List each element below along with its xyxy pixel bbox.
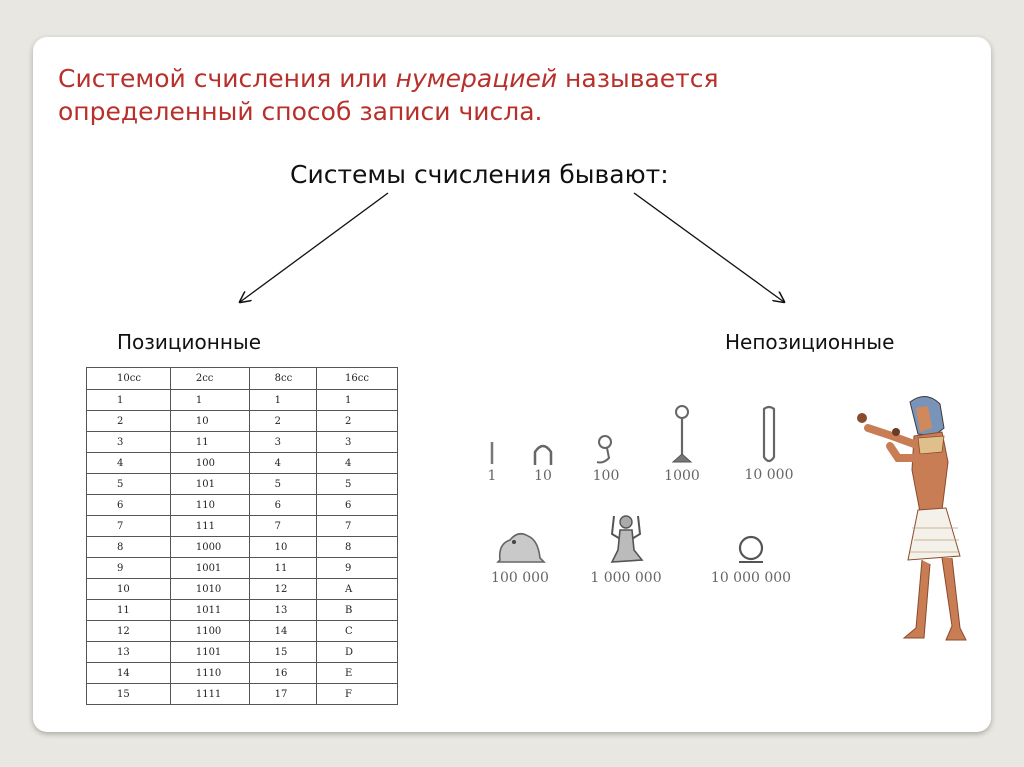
table-cell: 1101: [170, 642, 249, 663]
table-cell: 7: [249, 516, 316, 537]
table-cell: 1110: [170, 663, 249, 684]
hiero-value: 100: [592, 468, 620, 484]
table-cell: 15: [87, 684, 171, 705]
lotus-icon: [662, 402, 702, 468]
sun-ring-icon: [731, 530, 771, 570]
table-cell: 5: [317, 474, 398, 495]
table-row: [87, 642, 398, 663]
definition-line2: определенный способ записи числа.: [58, 97, 543, 126]
table-cell: 1: [317, 390, 398, 411]
definition-part1: Системой счисления или: [58, 64, 396, 93]
table-cell: 8: [317, 537, 398, 558]
hiero-value: 1000: [664, 468, 700, 484]
table-cell: 3: [317, 432, 398, 453]
hiero-1000000: [586, 510, 666, 586]
table-cell: 11: [170, 432, 249, 453]
table-cell: E: [317, 663, 398, 684]
hiero-1: [478, 438, 506, 484]
table-cell: 14: [87, 663, 171, 684]
table-row: [87, 390, 398, 411]
hiero-value: 10: [534, 468, 552, 484]
table-cell: 17: [249, 684, 316, 705]
table-cell: 3: [249, 432, 316, 453]
table-cell: 110: [170, 495, 249, 516]
hiero-100: [586, 432, 626, 484]
hiero-1000: [658, 402, 706, 484]
hiero-10: [527, 438, 559, 484]
table-cell: 14: [249, 621, 316, 642]
definition-text: [58, 62, 818, 128]
table-cell: 7: [317, 516, 398, 537]
table-cell: 1010: [170, 579, 249, 600]
table-cell: 100: [170, 453, 249, 474]
hiero-value: 1 000 000: [590, 570, 662, 586]
table-header-row: [87, 368, 398, 390]
table-cell: 111: [170, 516, 249, 537]
table-cell: 1100: [170, 621, 249, 642]
header-8cc: 8сс: [249, 368, 316, 390]
table-cell: A: [317, 579, 398, 600]
table-cell: 4: [87, 453, 171, 474]
table-cell: 10: [170, 411, 249, 432]
table-cell: 9: [317, 558, 398, 579]
heel-bone-icon: [528, 438, 558, 468]
table-cell: 6: [249, 495, 316, 516]
hiero-10000000: [706, 530, 796, 586]
frog-icon: [492, 520, 548, 570]
table-row: [87, 579, 398, 600]
table-cell: 13: [249, 600, 316, 621]
hiero-value: 100 000: [491, 570, 549, 586]
table-cell: 4: [249, 453, 316, 474]
table-cell: 7: [87, 516, 171, 537]
table-cell: 2: [87, 411, 171, 432]
table-cell: D: [317, 642, 398, 663]
table-row: [87, 516, 398, 537]
stroke-icon: [482, 438, 502, 468]
table-cell: 1000: [170, 537, 249, 558]
subtitle: Системы счисления бывают:: [290, 160, 669, 189]
header-2cc: 2сс: [170, 368, 249, 390]
table-cell: 1011: [170, 600, 249, 621]
table-cell: 1001: [170, 558, 249, 579]
table-cell: 8: [87, 537, 171, 558]
table-row: [87, 600, 398, 621]
hiero-value: 1: [487, 468, 497, 484]
kneeling-god-icon: [598, 510, 654, 570]
table-cell: 2: [317, 411, 398, 432]
table-cell: 2: [249, 411, 316, 432]
table-cell: B: [317, 600, 398, 621]
table-cell: 3: [87, 432, 171, 453]
table-cell: 10: [249, 537, 316, 558]
nonpositional-label: Непозиционные: [725, 330, 895, 354]
pharaoh-illustration: [842, 388, 982, 648]
table-cell: 1: [87, 390, 171, 411]
table-cell: 5: [249, 474, 316, 495]
table-cell: 12: [249, 579, 316, 600]
table-row: [87, 621, 398, 642]
table-row: [87, 495, 398, 516]
table-cell: 1: [170, 390, 249, 411]
table-cell: 5: [87, 474, 171, 495]
positional-label: Позиционные: [117, 330, 262, 354]
table-row: [87, 537, 398, 558]
coil-rope-icon: [589, 432, 623, 468]
table-cell: 6: [87, 495, 171, 516]
hiero-100000: [488, 520, 552, 586]
table-cell: 6: [317, 495, 398, 516]
finger-icon: [754, 405, 784, 467]
table-cell: F: [317, 684, 398, 705]
table-cell: 13: [87, 642, 171, 663]
table-row: [87, 684, 398, 705]
table-cell: 4: [317, 453, 398, 474]
bases-table: [86, 367, 398, 705]
table-row: [87, 558, 398, 579]
table-cell: 9: [87, 558, 171, 579]
table-row: [87, 663, 398, 684]
hiero-value: 10 000 000: [710, 570, 792, 586]
header-10cc: 10сс: [87, 368, 171, 390]
table-cell: 1: [249, 390, 316, 411]
table-row: [87, 411, 398, 432]
table-cell: 12: [87, 621, 171, 642]
definition-italic: нумерацией: [395, 64, 558, 93]
hiero-10000: [738, 405, 800, 483]
table-cell: C: [317, 621, 398, 642]
table-cell: 11: [87, 600, 171, 621]
header-16cc: 16сс: [317, 368, 398, 390]
table-cell: 11: [249, 558, 316, 579]
table-cell: 101: [170, 474, 249, 495]
table-cell: 1111: [170, 684, 249, 705]
table-row: [87, 432, 398, 453]
table-cell: 10: [87, 579, 171, 600]
definition-part2: называется: [557, 64, 719, 93]
table-cell: 15: [249, 642, 316, 663]
hiero-value: 10 000: [744, 467, 794, 483]
table-row: [87, 453, 398, 474]
table-cell: 16: [249, 663, 316, 684]
table-row: [87, 474, 398, 495]
